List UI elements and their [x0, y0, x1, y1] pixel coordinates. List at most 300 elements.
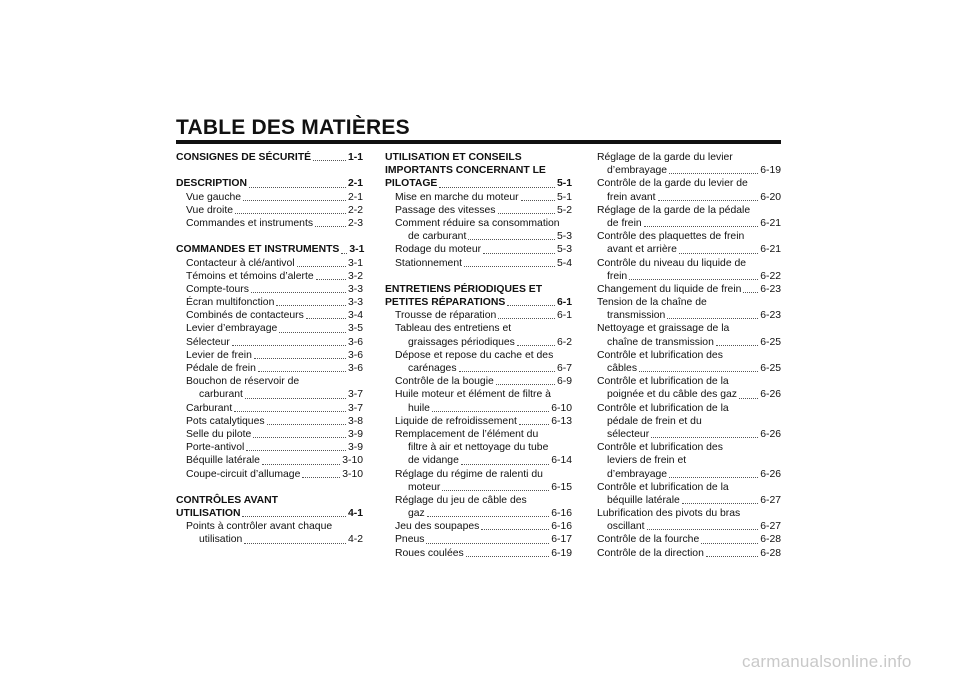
toc-entry-title: Pneus [395, 534, 425, 546]
toc-page-number: 3-7 [347, 389, 363, 401]
dot-leader [496, 384, 555, 385]
toc-entry-title: utilisation [199, 534, 243, 546]
toc-entry-title: Nettoyage et graissage de la [597, 323, 730, 335]
toc-entry-title: Réglage de la garde du levier [597, 152, 733, 163]
toc-entry[interactable] [385, 441, 572, 454]
toc-entry-title: Contacteur à clé/antivol [186, 257, 295, 269]
dot-leader [669, 173, 758, 174]
toc-entry[interactable] [597, 520, 781, 533]
toc-entry[interactable] [597, 362, 781, 375]
dot-leader [302, 477, 340, 478]
toc-entry-title: sélecteur [607, 428, 650, 440]
toc-page-number: 6-20 [760, 191, 781, 203]
toc-entry-title: frein avant [607, 191, 656, 203]
toc-entry-title: Vue gauche [186, 191, 242, 203]
toc-page-number: 3-3 [347, 283, 363, 295]
dot-leader [297, 266, 346, 267]
toc-entry-title: chaîne de transmission [607, 336, 714, 348]
dot-leader [243, 200, 346, 201]
toc-entry[interactable] [385, 322, 572, 335]
dot-leader [667, 318, 758, 319]
toc-section-heading[interactable] [385, 164, 572, 177]
toc-entry-title: Compte-tours [186, 283, 249, 295]
toc-entry-title: Trousse de réparation [395, 310, 497, 322]
toc-entry[interactable] [597, 402, 781, 415]
toc-page-number: 2-3 [347, 217, 363, 229]
dot-leader [279, 332, 346, 333]
toc-entry[interactable] [597, 151, 781, 164]
toc-entry[interactable] [597, 547, 781, 560]
toc-page-number: 6-19 [760, 165, 781, 177]
toc-page-number: 5-3 [556, 231, 572, 243]
dot-leader [647, 529, 759, 530]
toc-entry-title: Points à contrôler avant chaque [186, 521, 333, 533]
toc-entry-title: Jeu des soupapes [395, 521, 480, 533]
toc-entry-title: IMPORTANTS CONCERNANT LE [385, 165, 546, 177]
toc-entry-title: CONTRÔLES AVANT [176, 494, 278, 506]
dot-leader [249, 187, 346, 188]
toc-page-number: 6-7 [556, 363, 572, 374]
toc-entry[interactable] [176, 428, 363, 441]
dot-leader [461, 464, 549, 465]
toc-entry-title: Contrôle et lubrification de la [597, 376, 729, 388]
toc-entry[interactable] [176, 520, 363, 533]
toc-entry-title: gaz [408, 508, 425, 520]
toc-entry[interactable] [385, 454, 572, 467]
toc-entry[interactable] [385, 230, 572, 243]
toc-entry[interactable] [597, 481, 781, 494]
toc-entry[interactable] [176, 441, 363, 454]
toc-entry[interactable] [597, 428, 781, 441]
toc-page-number: 3-8 [347, 415, 363, 427]
toc-entry[interactable] [385, 468, 572, 481]
toc-page-number: 3-1 [347, 257, 363, 269]
toc-entry[interactable] [176, 270, 363, 283]
toc-column-1 [176, 151, 363, 547]
dot-leader [651, 437, 758, 438]
toc-entry[interactable] [385, 375, 572, 388]
toc-page-number: 5-2 [556, 204, 572, 216]
toc-entry-title: Lubrification des pivots du bras [597, 508, 741, 520]
toc-page-number: 3-1 [349, 244, 365, 256]
dot-leader [679, 253, 758, 254]
toc-spacer [176, 164, 363, 177]
toc-entry-title: Tension de la chaîne de [597, 297, 707, 309]
toc-section-heading[interactable] [385, 283, 572, 296]
toc-section-heading[interactable] [176, 243, 363, 256]
dot-leader [262, 464, 340, 465]
toc-entry[interactable] [597, 217, 781, 230]
toc-entry-title: PILOTAGE [385, 178, 438, 190]
dot-leader [253, 437, 346, 438]
toc-page-number: 1-1 [347, 152, 363, 163]
toc-entry-title: leviers de frein et [607, 455, 687, 467]
toc-page-number: 3-9 [347, 442, 363, 454]
toc-page-number: 3-3 [347, 297, 363, 309]
toc-entry-title: frein [607, 270, 628, 282]
toc-page-number: 6-25 [760, 336, 781, 348]
toc-page-number: 2-1 [347, 178, 363, 190]
toc-entry[interactable] [385, 494, 572, 507]
toc-entry-title: Contrôle des plaquettes de frein [597, 231, 745, 243]
toc-entry-title: Réglage du jeu de câble des [395, 494, 527, 506]
toc-page-number: 6-1 [556, 297, 572, 309]
toc-entry-title: oscillant [607, 521, 645, 533]
toc-entry-title: Passage des vitesses [395, 204, 496, 216]
dot-leader [629, 279, 758, 280]
toc-page-number: 5-1 [556, 191, 572, 203]
title-rule [176, 140, 781, 144]
toc-entry-title: Dépose et repose du cache et des [395, 349, 554, 361]
dot-leader [464, 266, 555, 267]
toc-entry[interactable] [176, 415, 363, 428]
dot-leader [245, 398, 346, 399]
toc-page-number: 4-2 [347, 534, 363, 546]
dot-leader [682, 503, 758, 504]
dot-leader [276, 305, 346, 306]
toc-page-number: 3-4 [347, 310, 363, 322]
dot-leader [517, 345, 555, 346]
dot-leader [427, 516, 549, 517]
toc-entry-title: Levier d’embrayage [186, 323, 278, 335]
dot-leader [242, 516, 346, 517]
toc-entry[interactable] [176, 468, 363, 481]
toc-entry-title: avant et arrière [607, 244, 677, 256]
toc-page-number: 3-6 [347, 363, 363, 374]
dot-leader [743, 292, 758, 293]
toc-entry-title: moteur [408, 481, 441, 493]
toc-entry[interactable] [176, 402, 363, 415]
toc-entry[interactable] [597, 336, 781, 349]
toc-entry[interactable] [597, 164, 781, 177]
toc-entry[interactable] [176, 349, 363, 362]
dot-leader [341, 253, 347, 254]
toc-section-heading[interactable] [176, 151, 363, 164]
toc-entry[interactable] [176, 217, 363, 230]
toc-page-number: 6-28 [760, 534, 781, 546]
toc-page-number: 6-27 [760, 494, 781, 506]
toc-section-heading[interactable] [176, 507, 363, 520]
dot-leader [706, 556, 758, 557]
dot-leader [521, 200, 555, 201]
toc-entry-title: Roues coulées [395, 547, 464, 559]
toc-entry[interactable] [176, 533, 363, 546]
toc-entry-title: Liquide de refroidissement [395, 415, 517, 427]
toc-section-heading[interactable] [385, 296, 572, 309]
page-title: TABLE DES MATIÈRES [176, 116, 410, 139]
toc-entry[interactable] [176, 336, 363, 349]
toc-page-number: 6-26 [760, 468, 781, 480]
toc-entry[interactable] [597, 296, 781, 309]
toc-page-number: 4-1 [347, 508, 363, 520]
toc-spacer [385, 270, 572, 283]
toc-entry[interactable] [385, 533, 572, 546]
toc-entry[interactable] [597, 507, 781, 520]
toc-page-number: 6-9 [556, 376, 572, 388]
toc-entry[interactable] [176, 283, 363, 296]
toc-entry-title: Porte-antivol [186, 442, 245, 454]
toc-entry-title: Tableau des entretiens et [395, 323, 512, 335]
toc-entry[interactable] [597, 230, 781, 243]
toc-entry[interactable] [385, 243, 572, 256]
toc-page-number: 3-5 [347, 323, 363, 335]
toc-entry[interactable] [176, 309, 363, 322]
toc-entry-title: CONSIGNES DE SÉCURITÉ [176, 152, 312, 163]
toc-entry-title: Sélecteur [186, 336, 230, 348]
toc-page-number: 6-26 [760, 389, 781, 401]
toc-entry[interactable] [385, 388, 572, 401]
toc-entry-title: COMMANDES ET INSTRUMENTS [176, 244, 340, 256]
toc-entry[interactable] [385, 257, 572, 270]
toc-entry-title: UTILISATION [176, 508, 241, 520]
dot-leader [466, 556, 549, 557]
toc-entry-title: de vidange [408, 455, 459, 467]
toc-spacer [176, 481, 363, 494]
toc-section-heading[interactable] [176, 177, 363, 190]
dot-leader [439, 187, 555, 188]
toc-entry-title: câbles [607, 363, 638, 374]
toc-page-number: 6-25 [760, 363, 781, 374]
toc-entry-title: Comment réduire sa consommation [395, 217, 560, 229]
toc-entry-title: Commandes et instruments [186, 217, 314, 229]
dot-leader [267, 424, 346, 425]
dot-leader [315, 226, 346, 227]
toc-entry-title: PETITES RÉPARATIONS [385, 297, 506, 309]
toc-entry-title: Levier de frein [186, 349, 252, 361]
toc-entry-title: Écran multifonction [186, 297, 275, 309]
toc-page-number: 6-17 [551, 534, 572, 546]
dot-leader [498, 213, 555, 214]
toc-entry-title: de carburant [408, 231, 467, 243]
toc-entry-title: filtre à air et nettoyage du tube [408, 442, 549, 454]
toc-page-number: 6-21 [760, 217, 781, 229]
toc-entry[interactable] [597, 415, 781, 428]
dot-leader [739, 398, 758, 399]
toc-page-number: 6-1 [556, 310, 572, 322]
toc-page-number: 3-9 [347, 428, 363, 440]
toc-entry[interactable] [597, 494, 781, 507]
toc-entry-title: Contrôle et lubrification de la [597, 402, 729, 414]
toc-entry[interactable] [597, 204, 781, 217]
toc-entry-title: Pots catalytiques [186, 415, 265, 427]
toc-entry[interactable] [385, 217, 572, 230]
dot-leader [519, 424, 549, 425]
toc-entry[interactable] [597, 243, 781, 256]
dot-leader [306, 318, 346, 319]
toc-entry-title: Réglage de la garde de la pédale [597, 204, 751, 216]
toc-entry-title: Bouchon de réservoir de [186, 376, 300, 388]
toc-column-3 [597, 151, 781, 560]
toc-entry-title: Changement du liquide de frein [597, 283, 742, 295]
toc-entry[interactable] [597, 388, 781, 401]
toc-page-number: 6-13 [551, 415, 572, 427]
dot-leader [639, 371, 758, 372]
toc-page-number: 6-19 [551, 547, 572, 559]
toc-page-number: 6-22 [760, 270, 781, 282]
toc-spacer [176, 230, 363, 243]
toc-page-number: 6-10 [551, 402, 572, 414]
dot-leader [251, 292, 346, 293]
dot-leader [432, 411, 549, 412]
toc-entry[interactable] [385, 204, 572, 217]
dot-leader [426, 543, 549, 544]
toc-entry[interactable] [385, 481, 572, 494]
toc-page-number: 2-1 [347, 191, 363, 203]
toc-entry-title: Pédale de frein [186, 363, 256, 374]
toc-page-number: 6-26 [760, 428, 781, 440]
toc-entry[interactable] [385, 428, 572, 441]
toc-page-number: 6-28 [760, 547, 781, 559]
toc-entry[interactable] [385, 309, 572, 322]
toc-entry[interactable] [176, 322, 363, 335]
toc-entry[interactable] [597, 257, 781, 270]
toc-entry[interactable] [597, 191, 781, 204]
toc-entry-title: poignée et du câble des gaz [607, 389, 737, 401]
toc-entry-title: Réglage du régime de ralenti du [395, 468, 543, 480]
toc-entry[interactable] [176, 362, 363, 375]
toc-entry[interactable] [176, 191, 363, 204]
toc-column-2 [385, 151, 572, 560]
toc-entry[interactable] [597, 349, 781, 362]
toc-entry[interactable] [385, 191, 572, 204]
toc-entry-title: graissages périodiques [408, 336, 515, 348]
toc-entry-title: Remplacement de l’élément du [395, 428, 539, 440]
toc-entry[interactable] [176, 296, 363, 309]
dot-leader [644, 226, 759, 227]
toc-entry-title: DESCRIPTION [176, 178, 248, 190]
dot-leader [234, 411, 346, 412]
toc-entry-title: UTILISATION ET CONSEILS [385, 152, 522, 163]
toc-entry-title: ENTRETIENS PÉRIODIQUES ET [385, 283, 543, 295]
toc-entry-title: transmission [607, 310, 666, 322]
dot-leader [498, 318, 555, 319]
toc-entry[interactable] [385, 507, 572, 520]
toc-entry[interactable] [385, 349, 572, 362]
toc-page-number: 5-3 [556, 244, 572, 256]
toc-entry[interactable] [176, 388, 363, 401]
dot-leader [316, 279, 346, 280]
toc-entry-title: carburant [199, 389, 243, 401]
toc-page-number: 3-6 [347, 349, 363, 361]
toc-page-number: 6-23 [760, 283, 781, 295]
toc-page-number: 6-14 [551, 455, 572, 467]
toc-page-number: 3-6 [347, 336, 363, 348]
dot-leader [481, 529, 549, 530]
toc-page-number: 5-4 [556, 257, 572, 269]
toc-entry-title: Contrôle et lubrification des [597, 349, 723, 361]
toc-entry-title: de frein [607, 217, 642, 229]
toc-page-number: 6-2 [556, 336, 572, 348]
toc-entry[interactable] [597, 441, 781, 454]
toc-entry-title: Contrôle et lubrification de la [597, 481, 729, 493]
toc-page-number: 5-1 [556, 178, 572, 190]
toc-entry-title: d’embrayage [607, 468, 668, 480]
toc-entry[interactable] [176, 375, 363, 388]
toc-entry-title: Mise en marche du moteur [395, 191, 519, 203]
toc-entry-title: Stationnement [395, 257, 463, 269]
dot-leader [232, 345, 346, 346]
toc-entry-title: Témoins et témoins d’alerte [186, 270, 314, 282]
dot-leader [258, 371, 346, 372]
toc-entry-title: huile [408, 402, 430, 414]
dot-leader [701, 543, 758, 544]
dot-leader [459, 371, 555, 372]
toc-entry[interactable] [176, 454, 363, 467]
toc-entry-title: Contrôle de la fourche [597, 534, 700, 546]
toc-entry[interactable] [597, 468, 781, 481]
toc-entry[interactable] [597, 309, 781, 322]
dot-leader [244, 543, 346, 544]
dot-leader [442, 490, 549, 491]
toc-page-number: 3-2 [347, 270, 363, 282]
toc-entry[interactable] [176, 204, 363, 217]
toc-section-heading[interactable] [176, 494, 363, 507]
toc-entry[interactable] [176, 257, 363, 270]
toc-page-number: 3-10 [342, 468, 363, 480]
toc-section-heading[interactable] [385, 151, 572, 164]
dot-leader [669, 477, 758, 478]
toc-entry[interactable] [385, 402, 572, 415]
toc-page-number: 2-2 [347, 204, 363, 216]
dot-leader [313, 160, 346, 161]
toc-entry[interactable] [597, 177, 781, 190]
toc-entry-title: Coupe-circuit d’allumage [186, 468, 301, 480]
toc-entry-title: carénages [408, 363, 457, 374]
toc-entry[interactable] [597, 454, 781, 467]
dot-leader [468, 239, 555, 240]
dot-leader [658, 200, 759, 201]
toc-entry-title: Huile moteur et élément de filtre à [395, 389, 551, 401]
dot-leader [483, 253, 555, 254]
toc-entry[interactable] [597, 322, 781, 335]
toc-page-number: 6-27 [760, 521, 781, 533]
toc-entry-title: Contrôle du niveau du liquide de [597, 257, 747, 269]
toc-section-heading[interactable] [385, 177, 572, 190]
toc-entry-title: béquille latérale [607, 494, 680, 506]
toc-entry[interactable] [385, 547, 572, 560]
toc-entry-title: Contrôle de la garde du levier de [597, 178, 748, 190]
toc-page-number: 6-16 [551, 521, 572, 533]
toc-entry[interactable] [385, 520, 572, 533]
toc-entry-title: Contrôle et lubrification des [597, 442, 723, 454]
toc-entry-title: Béquille latérale [186, 455, 260, 467]
toc-page-number: 6-15 [551, 481, 572, 493]
toc-page-number: 3-10 [342, 455, 363, 467]
toc-entry-title: Vue droite [186, 204, 233, 216]
toc-entry[interactable] [385, 336, 572, 349]
toc-entry[interactable] [385, 415, 572, 428]
dot-leader [246, 450, 346, 451]
toc-entry-title: Contrôle de la bougie [395, 376, 494, 388]
toc-entry-title: d’embrayage [607, 165, 668, 177]
dot-leader [254, 358, 346, 359]
toc-entry[interactable] [597, 270, 781, 283]
toc-entry[interactable] [597, 283, 781, 296]
toc-entry[interactable] [597, 375, 781, 388]
toc-entry-title: Contrôle de la direction [597, 547, 704, 559]
toc-entry-title: Combinés de contacteurs [186, 310, 304, 322]
toc-entry-title: Selle du pilote [186, 428, 252, 440]
watermark: carmanualsonline.info [742, 652, 912, 671]
dot-leader [716, 345, 758, 346]
dot-leader [235, 213, 346, 214]
toc-entry[interactable] [597, 533, 781, 546]
toc-page-number: 6-16 [551, 508, 572, 520]
toc-entry-title: pédale de frein et du [607, 415, 702, 427]
toc-page-number: 6-21 [760, 244, 781, 256]
toc-entry[interactable] [385, 362, 572, 375]
toc-page-number: 6-23 [760, 310, 781, 322]
